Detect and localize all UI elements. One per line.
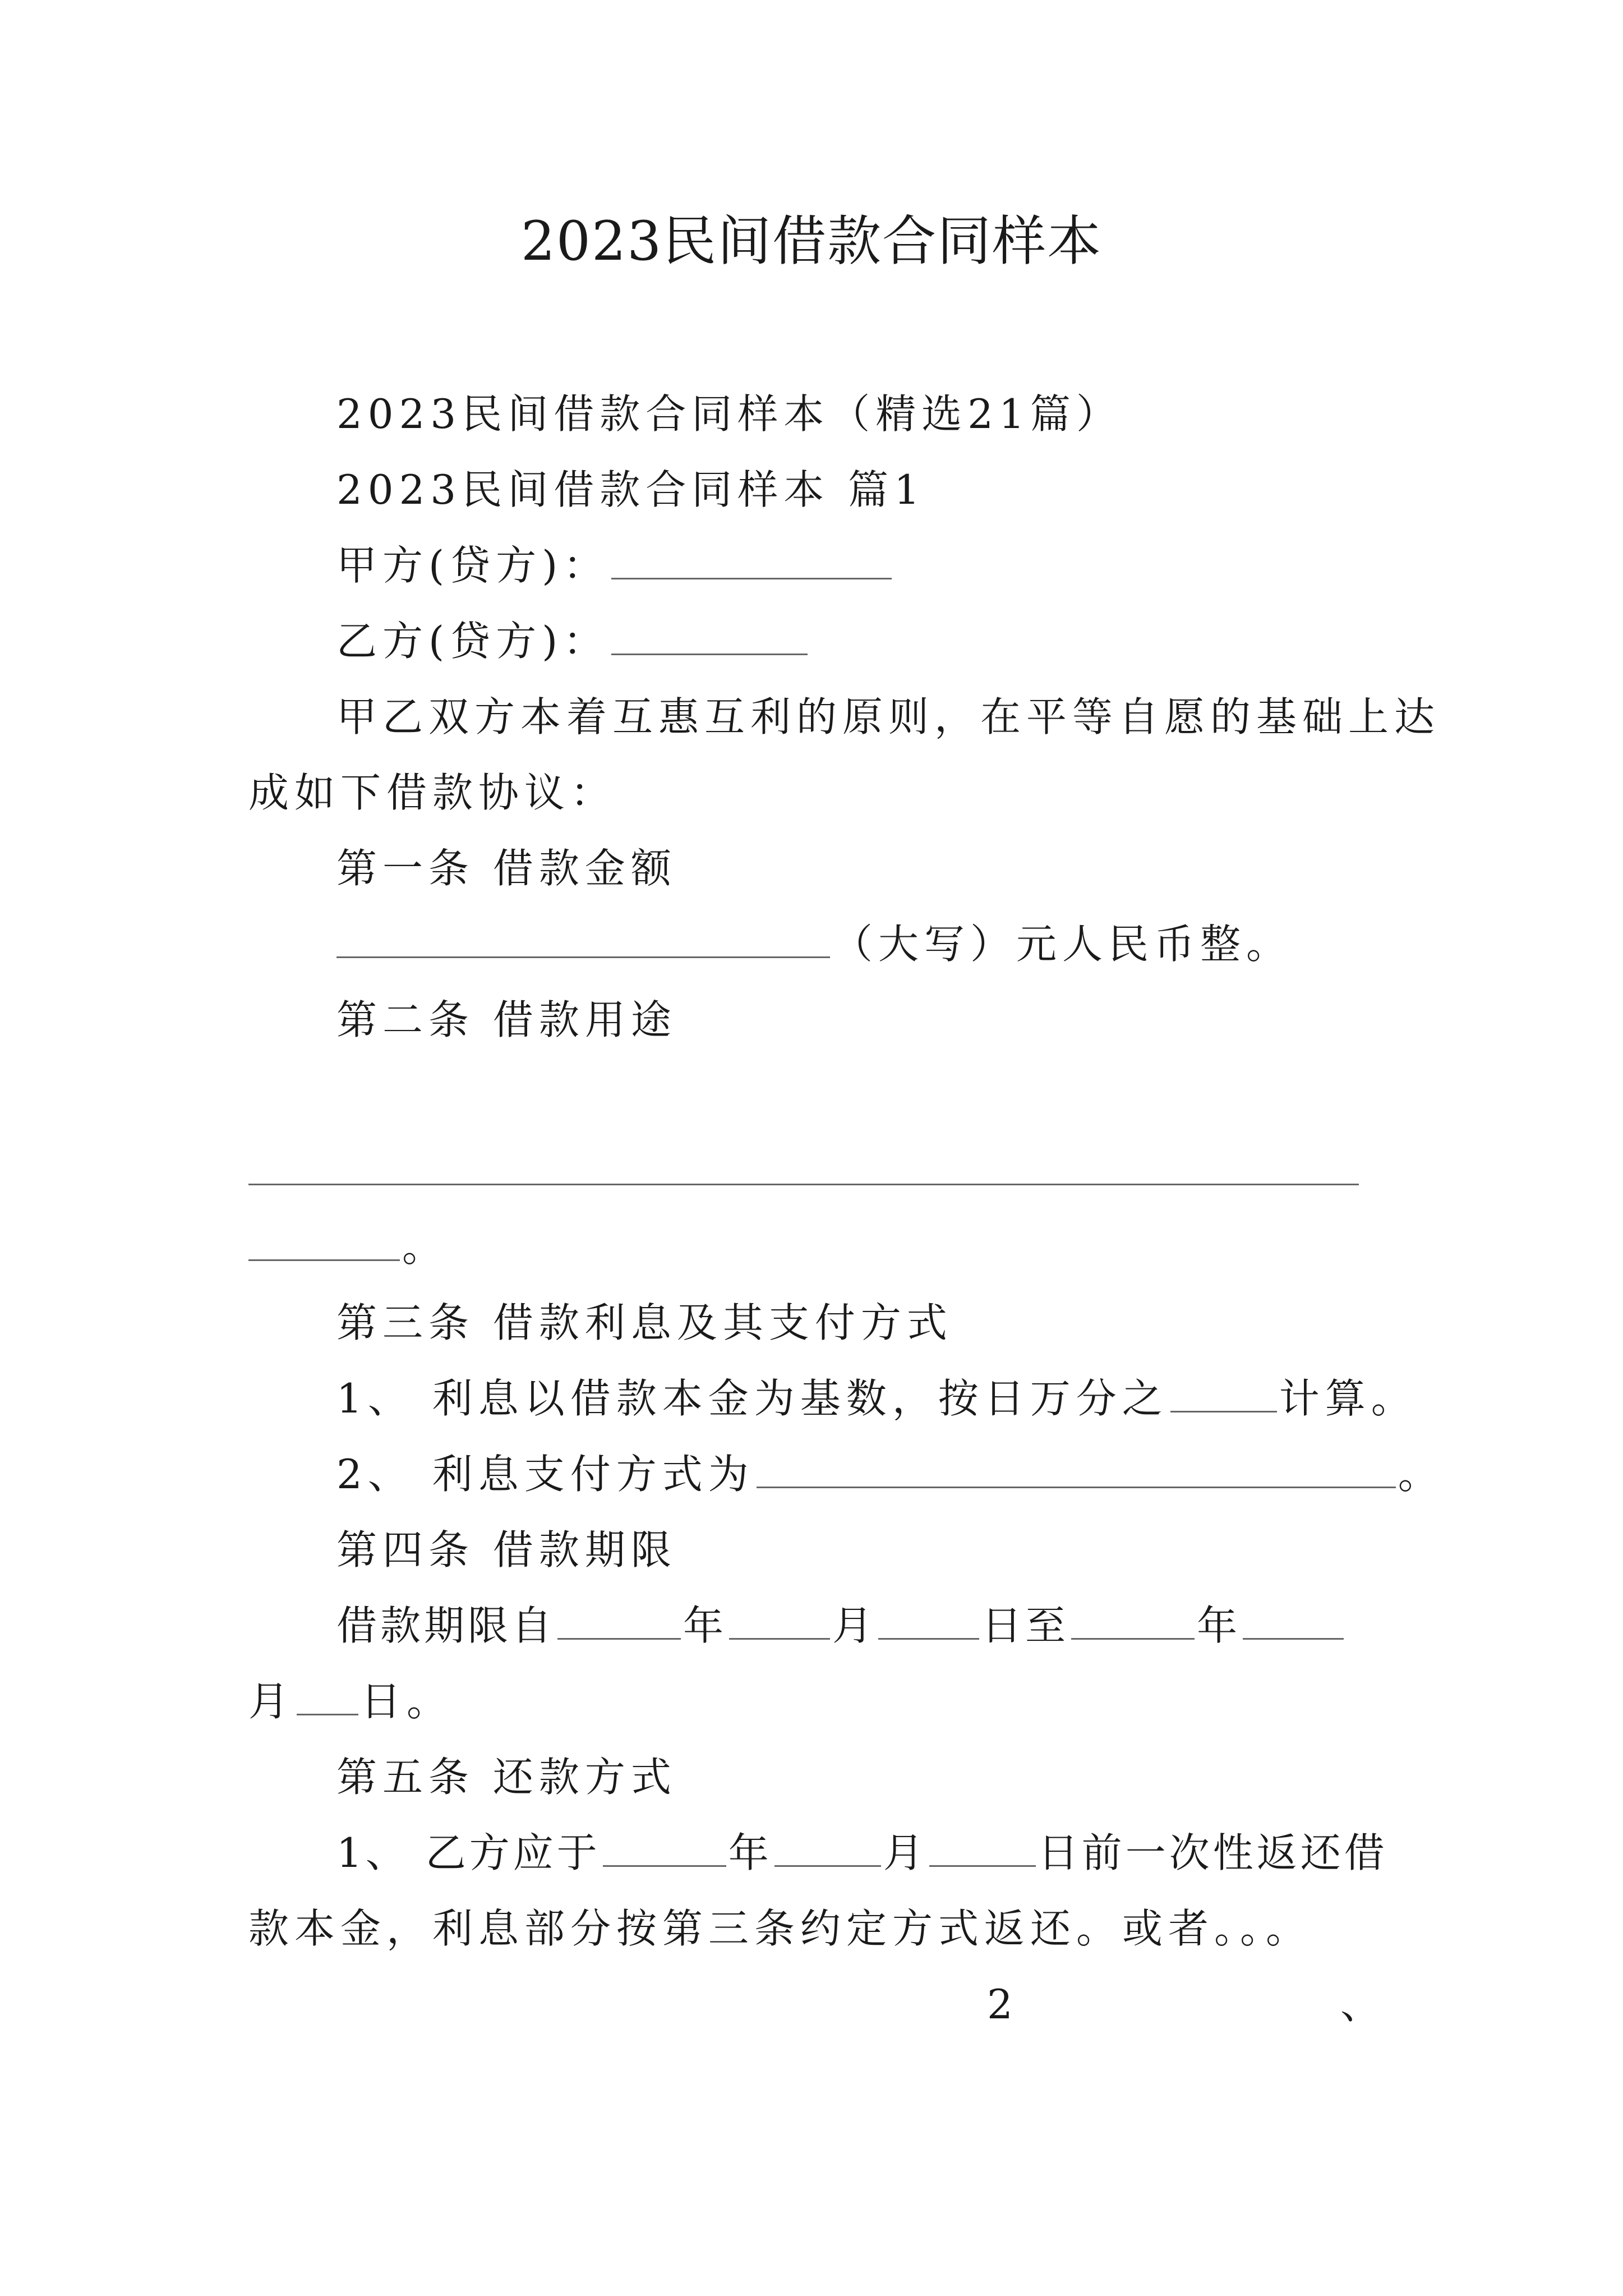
purpose-blank: [248, 1147, 1359, 1185]
purpose-blank-line-2: [248, 1220, 448, 1274]
repay-day-blank: [929, 1828, 1036, 1867]
start-month-label: 月: [832, 1602, 877, 1649]
interest-rate-blank: [1170, 1374, 1277, 1412]
start-day-label: 日至: [981, 1602, 1069, 1649]
party-a-label: 甲方(贷方)：: [336, 542, 610, 589]
loan-term-line-1: [336, 1599, 1346, 1653]
party-b-blank: [611, 616, 808, 655]
start-year-label: 年: [683, 1602, 727, 1649]
repay-year-blank: [603, 1828, 726, 1867]
article-2-title: 第二条 借款用途: [336, 996, 677, 1043]
payment-method-label: 2、 利息支付方式为: [336, 1451, 754, 1498]
end-day-blank: [297, 1677, 358, 1715]
party-a-line: [336, 539, 894, 592]
article-1-title: 第一条 借款金额: [336, 845, 677, 892]
start-month-blank: [729, 1601, 830, 1640]
article-5-title: 第五条 还款方式: [336, 1754, 677, 1801]
repay-day-suffix: 日前一次性返还借: [1038, 1829, 1388, 1876]
article-3-title: 第三条 借款利息及其支付方式: [336, 1299, 953, 1346]
repay-month-label: 月: [883, 1829, 927, 1876]
start-year-blank: [557, 1601, 681, 1640]
repay-year-label: 年: [728, 1829, 772, 1876]
article-3-item-2: [336, 1447, 1444, 1501]
purpose-blank-line: [248, 1144, 1361, 1198]
article-3-item-1: [336, 1372, 1417, 1425]
intro-paragraph-line-1: 甲乙双方本着互惠互利的原则，在平等自愿的基础上达: [336, 693, 1441, 740]
end-year-blank: [1071, 1601, 1195, 1640]
loan-term-label: 借款期限自: [336, 1602, 556, 1649]
footer-item-number: 2: [987, 1981, 1018, 2028]
end-day-label: 日。: [361, 1678, 453, 1725]
article-4-title: 第四条 借款期限: [336, 1526, 677, 1573]
end-month-blank: [1243, 1601, 1344, 1640]
article-5-item-1-line-2: 款本金，利息部分按第三条约定方式返还。或者。。。: [248, 1905, 1312, 1952]
start-day-blank: [878, 1601, 979, 1640]
party-b-label: 乙方(贷方)：: [336, 618, 610, 665]
amount-blank: [336, 919, 830, 958]
interest-rate-suffix: 计算。: [1279, 1375, 1417, 1422]
footer-item-mark: 、: [1340, 1981, 1387, 2028]
payment-method-blank: [757, 1450, 1396, 1488]
document-title: 2023民间借款合同样本: [520, 210, 1103, 273]
payment-method-end: 。: [1398, 1451, 1444, 1498]
subtitle-line: 2023民间借款合同样本（精选21篇）: [336, 390, 1122, 438]
party-b-line: [336, 614, 810, 668]
purpose-blank-end: [248, 1222, 400, 1261]
interest-rate-label: 1、 利息以借款本金为基数，按日万分之: [336, 1375, 1168, 1422]
loan-term-line-2: [248, 1674, 453, 1728]
end-year-label: 年: [1197, 1602, 1241, 1649]
repay-month-blank: [774, 1828, 881, 1867]
party-a-blank: [611, 541, 892, 579]
section-heading: 2023民间借款合同样本 篇1: [336, 466, 925, 513]
end-month-label: 月: [248, 1678, 295, 1725]
amount-suffix: （大写）元人民币整。: [832, 921, 1293, 968]
intro-paragraph-line-2: 成如下借款协议：: [248, 769, 617, 816]
purpose-end-mark: 。: [402, 1223, 449, 1271]
repay-date-label: 1、 乙方应于: [336, 1829, 601, 1876]
article-1-amount-line: [336, 917, 1292, 971]
article-5-item-1-line-1: [336, 1826, 1388, 1880]
